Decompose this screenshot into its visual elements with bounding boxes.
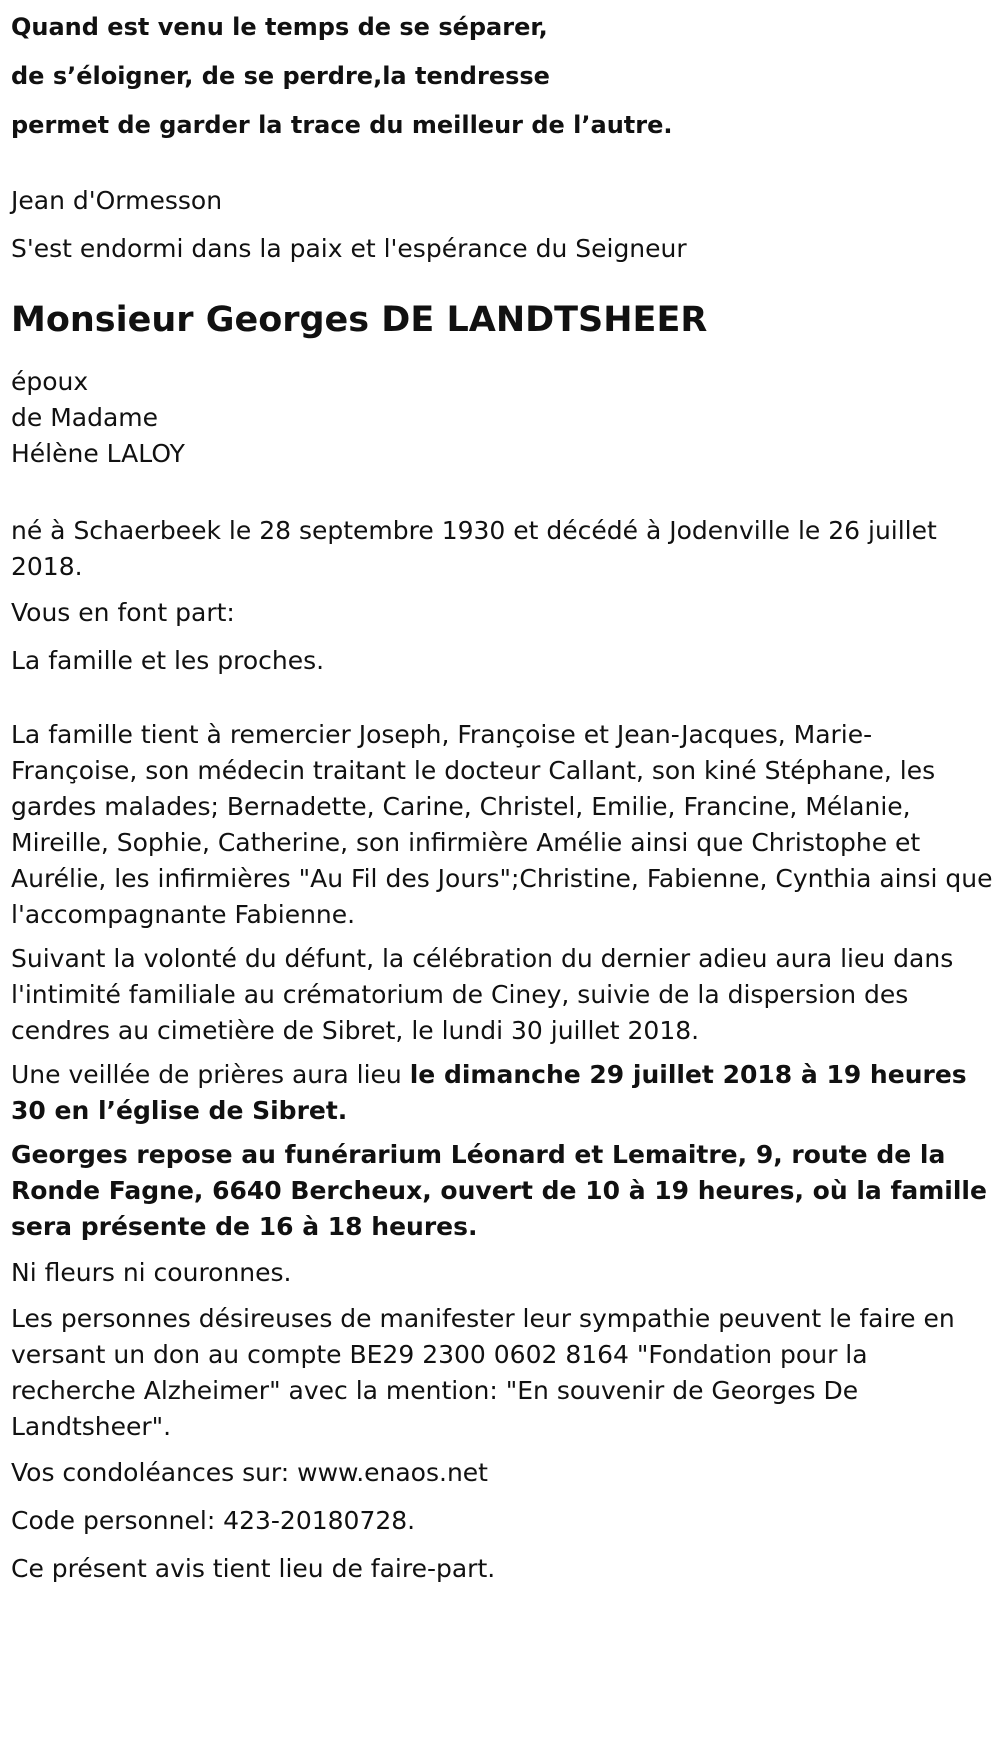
announcers: La famille et les proches.: [11, 646, 325, 675]
visitation-details: Georges repose au funérarium Léonard et Lemaitre, 9, route de la Ronde Fagne, 6640 Bercheux, ouvert de 10 à 19 heures, où la famille sera présente de 16 à 18 heures.: [11, 1140, 987, 1241]
birth-death-info: né à Schaerbeek le 28 septembre 1930 et décédé à Jodenville le 26 juillet 2018.: [11, 516, 937, 581]
no-flowers: Ni fleurs ni couronnes.: [11, 1258, 292, 1287]
spouse-line-1: époux: [11, 367, 89, 396]
vigil-paragraph: [11, 1057, 996, 1129]
spouse-line-3: Hélène LALOY: [11, 439, 185, 468]
visitation-paragraph: [11, 1137, 996, 1245]
quote-line-3: permet de garder la trace du meilleur de l’autre.: [11, 111, 673, 139]
thanks-paragraph: La famille tient à remercier Joseph, Françoise et Jean-Jacques, Marie-Françoise, son médecin traitant le docteur Callant, son kiné Stéphane, les gardes malades; Bernadette, Carine, Christel, Emilie, Francine, Mélanie, Mireille, Sophie, Catherine, son infirmière Amélie ainsi que Christophe et Aurélie, les infirmières "Au Fil des Jours";Christine, Fabienne, Cynthia ainsi que l'accompagnante Fabienne.: [11, 720, 993, 929]
quote-line-2: de s’éloigner, de se perdre,la tendresse: [11, 62, 550, 90]
spouse-line-2: de Madame: [11, 403, 159, 432]
donation-paragraph: Les personnes désireuses de manifester leur sympathie peuvent le faire en versant un don au compte BE29 2300 0602 8164 "Fondation pour la recherche Alzheimer" avec la mention: "En souvenir de Georges De Landtsheer".: [11, 1304, 955, 1441]
vigil-details: le dimanche 29 juillet 2018 à 19 heures 30 en l’église de Sibret.: [11, 1060, 967, 1125]
closing-note: Ce présent avis tient lieu de faire-part.: [11, 1554, 496, 1583]
epigraph-quote: [11, 0, 996, 150]
ceremony-paragraph: Suivant la volonté du défunt, la célébration du dernier adieu aura lieu dans l'intimité familiale au crématorium de Ciney, suivie de la dispersion des cendres au cimetière de Sibret, le lundi 30 juillet 2018.: [11, 944, 954, 1045]
death-notice: [11, 0, 996, 1589]
announcers-label: Vous en font part:: [11, 598, 235, 627]
personal-code: Code personnel: 423-20180728.: [11, 1506, 416, 1535]
quote-author: Jean d'Ormesson: [11, 186, 223, 215]
condolences-link: Vos condoléances sur: www.enaos.net: [11, 1458, 488, 1487]
quote-line-1: Quand est venu le temps de se séparer,: [11, 13, 548, 41]
intro-text: S'est endormi dans la paix et l'espérance du Seigneur: [11, 234, 687, 263]
deceased-name: Monsieur Georges DE LANDTSHEER: [11, 300, 708, 340]
spouse-block: [11, 364, 996, 472]
vigil-intro: Une veillée de prières aura lieu: [11, 1060, 410, 1089]
